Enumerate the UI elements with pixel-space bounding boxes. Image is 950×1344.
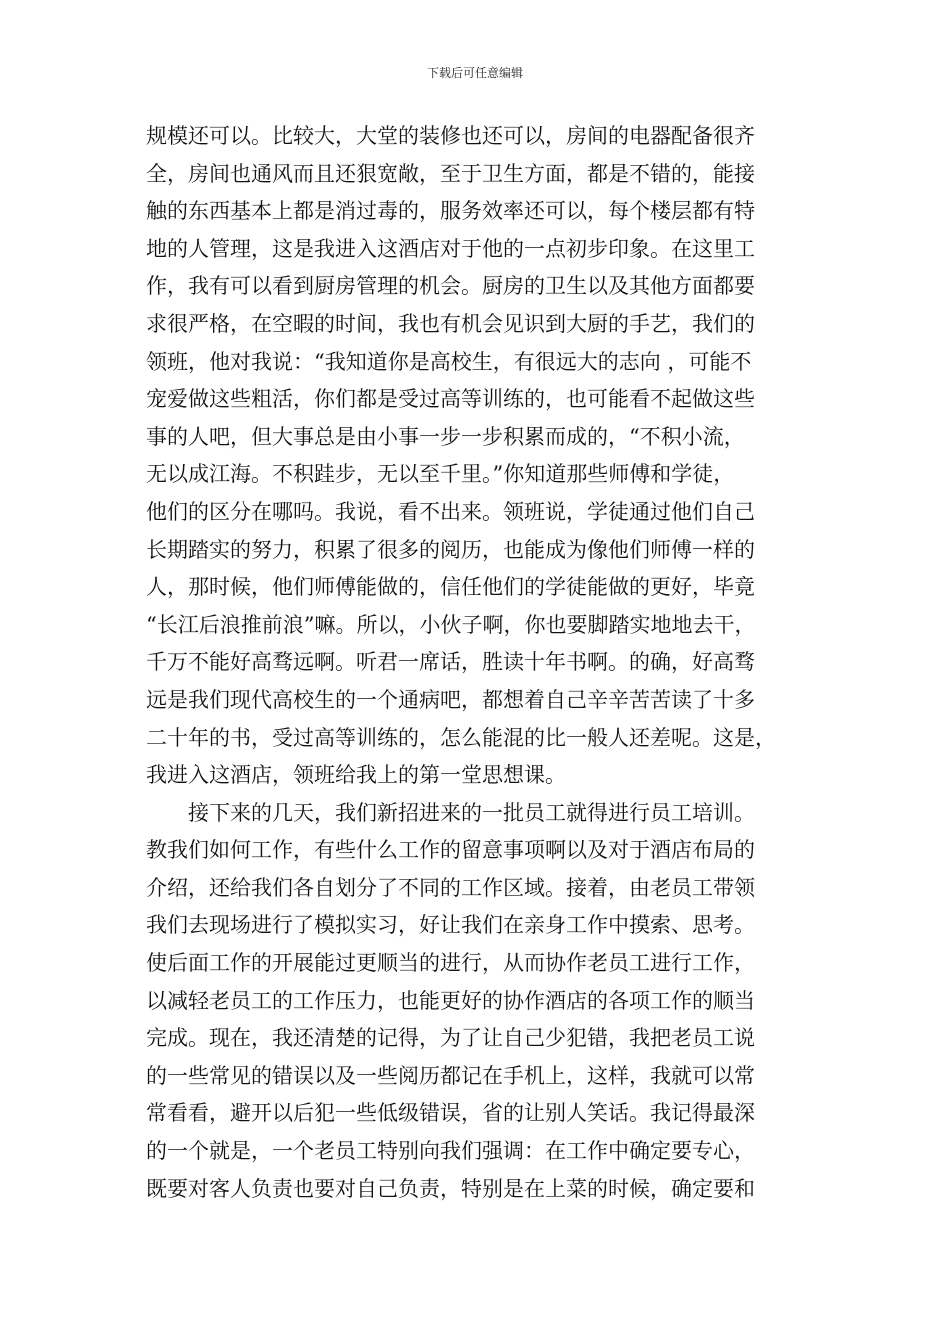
text-line: 长期踏实的努力，积累了很多的阅历，也能成为像他们师傅一样的 (146, 537, 755, 562)
text-line: 宠爱做这些粗活，你们都是受过高等训练的，也可能看不起做这些 (146, 387, 755, 412)
text-line: 的一些常见的错误以及一些阅历都记在手机上，这样，我就可以常 (146, 1063, 755, 1088)
text-line: 二十年的书，受过高等训练的，怎么能混的比一般人还差呢。这是， (146, 725, 776, 750)
text-line: 规模还可以。比较大，大堂的装修也还可以，房间的电器配备很齐 (146, 124, 755, 148)
text-line: 地的人管理，这是我进入这酒店对于他的一点初步印象。在这里工 (146, 236, 755, 261)
text-line: 介绍，还给我们各自划分了不同的工作区域。接着，由老员工带领 (146, 875, 755, 900)
text-line: 我们去现场进行了模拟实习，好让我们在亲身工作中摸索、思考。 (146, 913, 755, 938)
text-line: 既要对客人负责也要对自己负责，特别是在上菜的时候，确定要和 (146, 1176, 755, 1201)
text-line: “长江后浪推前浪”嘛。所以，小伙子啊，你也要脚踏实地地去干， (146, 612, 756, 637)
document-body (146, 118, 826, 1208)
text-line: 以减轻老员工的工作压力，也能更好的协作酒店的各项工作的顺当 (146, 988, 755, 1013)
text-line: 的一个就是，一个老员工特别向我们强调：在工作中确定要专心， (146, 1139, 755, 1164)
text-line: 完成。现在，我还清楚的记得，为了让自己少犯错，我把老员工说 (146, 1026, 755, 1051)
text-line: 领班，他对我说：“我知道你是高校生，有很远大的志向 ，可能不 (146, 349, 752, 374)
text-line: 常看看，避开以后犯一些低级错误，省的让别人笑话。我记得最深 (146, 1101, 755, 1126)
text-line: 触的东西基本上都是消过毒的，服务效率还可以，每个楼层都有特 (146, 199, 755, 224)
text-line: 使后面工作的开展能过更顺当的进行，从而协作老员工进行工作， (146, 951, 755, 976)
text-line: 我进入这酒店，领班给我上的第一堂思想课。 (146, 763, 566, 788)
text-line: 接下来的几天，我们新招进来的一批员工就得进行员工培训。 (146, 800, 755, 825)
text-line: 远是我们现代高校生的一个通病吧，都想着自己辛辛苦苦读了十多 (146, 687, 755, 712)
text-line: 事的人吧，但大事总是由小事一步一步积累而成的，“不积小流， (146, 424, 745, 449)
text-line: 千万不能好高骛远啊。听君一席话，胜读十年书啊。的确，好高骛 (146, 650, 755, 675)
text-line: 教我们如何工作，有些什么工作的留意事项啊以及对于酒店布局的 (146, 838, 755, 863)
text-line: 全，房间也通风而且还狠宽敞，至于卫生方面，都是不错的，能接 (146, 161, 755, 186)
text-line: 求很严格，在空暇的时间，我也有机会见识到大厨的手艺，我们的 (146, 311, 755, 336)
text-line: 人，那时候，他们师傅能做的，信任他们的学徒能做的更好，毕竟 (146, 575, 755, 600)
text-line: 无以成江海。不积跬步，无以至千里。”你知道那些师傅和学徒， (146, 462, 735, 487)
text-line: 作，我有可以看到厨房管理的机会。厨房的卫生以及其他方面都要 (146, 274, 755, 299)
page-header: 下载后可任意编辑 (426, 66, 523, 80)
text-line: 他们的区分在哪吗。我说，看不出来。领班说，学徒通过他们自己 (146, 499, 755, 524)
